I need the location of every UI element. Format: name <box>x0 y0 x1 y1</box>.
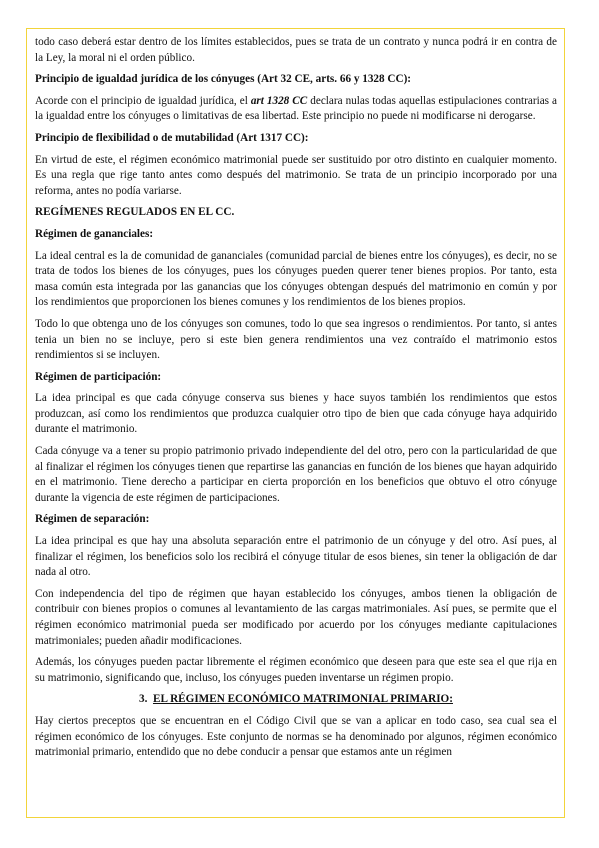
section-number: 3. <box>139 693 148 706</box>
heading-separacion: Régimen de separación: <box>35 513 150 526</box>
article-reference: art 1328 CC <box>250 94 308 107</box>
heading-principio-igualdad: Principio de igualdad jurídica de los cónyuges (Art 32 CE, arts. 66 y 1328 CC): <box>35 73 412 86</box>
paragraph-flexibilidad: En virtud de este, el régimen económico matrimonial puede ser sustituido por otro distinto en cualquier momento. Es una regla que rige tanto antes como después del matrimonio. Se trata de un principio incorporado por una reforma, antes no podía variarse. <box>35 153 557 197</box>
paragraph-participacion-1: La idea principal es que cada cónyuge conserva sus bienes y hace suyos también los rendimientos que estos produzcan, así como los rendimientos que produzca cualquier otro tipo de bien que cada cónyuge haya adquirido durante el matrimonio. <box>35 392 557 436</box>
igualdad-text-b: declara nulas todas aquellas estipulaciones contrarias a la igualdad entre los cónyuges o limitativas de esa libertad. Este principio no puede ni modificarse ni derogarse. <box>35 94 557 123</box>
document-page <box>26 28 565 818</box>
paragraph-ademas: Además, los cónyuges pueden pactar libremente el régimen económico que deseen para que este sea el que rija en su matrimonio, significando que, incluso, los cónyuges pueden inventarse un régimen propio. <box>35 656 557 684</box>
paragraph-gananciales-2: Todo lo que obtenga uno de los cónyuges son comunes, todo lo que sea ingresos o rendimientos. Por tanto, si antes tenia un bien no se incluye, pero si este bien genera rendimientos una vez contraído el matrimonio estos rendimientos si se incluyen. <box>35 317 557 362</box>
heading-participacion: Régimen de participación: <box>35 370 162 383</box>
paragraph-primario: Hay ciertos preceptos que se encuentran en el Código Civil que se van a aplicar en todo caso, sea cual sea el régimen económico de los cónyuges. Este conjunto de normas se ha denominado por algunos, régimen económico matrimonial primario, entendido que no debe conducir a pensar que estamos ante un régimen <box>35 714 557 759</box>
paragraph-separacion-2: Con independencia del tipo de régimen que hayan establecido los cónyuges, ambos tienen la obligación de contribuir con bienes propios o comunes al levantamiento de las cargas matrimoniales. Así pues, se permite que el régimen económico matrimonial pueda ser modificado por acuerdo por los cónyuges mediante capitulaciones matrimoniales; pueden añadir modificaciones. <box>35 587 557 647</box>
heading-regimenes: REGÍMENES REGULADOS EN EL CC. <box>35 206 235 219</box>
section-heading-primario <box>35 692 557 708</box>
paragraph-participacion-2: Cada cónyuge va a tener su propio patrimonio privado independiente del del otro, pero con la particularidad de que al finalizar el régimen los cónyuges tienen que repartirse las ganancias en función de los bienes que hayan adquirido en el matrimonio. Tiene derecho a participar en cierta proporción en los beneficios que obtuvo el otro cónyuge durante la vigencia de este régimen de participaciones. <box>35 445 557 504</box>
paragraph-gananciales-1: La ideal central es la de comunidad de gananciales (comunidad parcial de bienes entre los cónyuges), es decir, no se trata de todos los bienes de los cónyuges, pues los cónyuges pueden querer tener bienes propios. Por tanto, esta masa común esta integrada por las ganancias que los cónyuges obtengan después del matrimonio en común y por los rendimientos que proporcionen los bienes comunes y los rendimientos de los bienes propios. <box>35 249 557 309</box>
paragraph-igualdad <box>35 94 557 125</box>
heading-principio-flexibilidad: Principio de flexibilidad o de mutabilidad (Art 1317 CC): <box>35 131 309 144</box>
heading-gananciales: Régimen de gananciales: <box>35 227 154 240</box>
paragraph-separacion-1: La idea principal es que hay una absoluta separación entre el patrimonio de un cónyuge y del otro. Así pues, al finalizar el régimen, los beneficios solo los recibirá el cónyuge titular de esos bienes, sin tener la obligación de dar nada al otro. <box>35 535 557 579</box>
igualdad-text-a: Acorde con el principio de igualdad jurídica, el <box>35 94 251 107</box>
section-title: EL RÉGIMEN ECONÓMICO MATRIMONIAL PRIMARIO: <box>152 693 453 706</box>
paragraph-intro: todo caso deberá estar dentro de los límites establecidos, pues se trata de un contrato y nunca podrá ir en contra de la Ley, la moral ni el orden público. <box>35 36 557 64</box>
